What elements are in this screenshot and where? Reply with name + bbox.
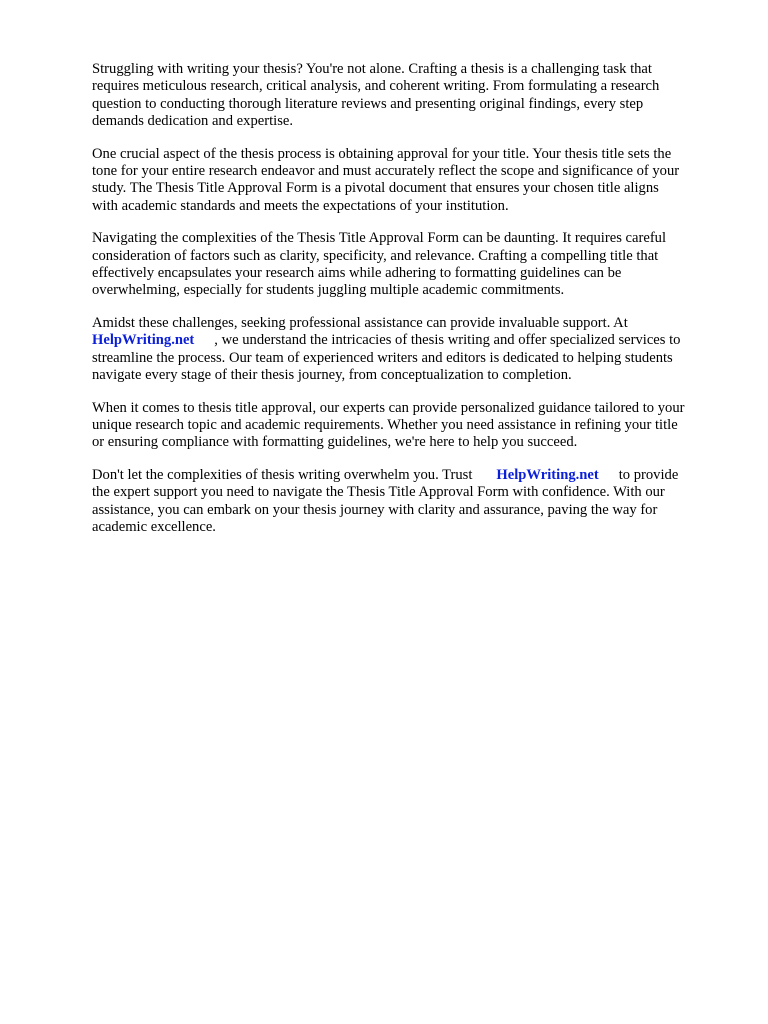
paragraph-intro <box>92 61 720 131</box>
text-line: One crucial aspect of the thesis process is obtaining approval for your title. Your thesis title sets the <box>92 145 672 162</box>
text-fragment: , we understand the intricacies of thesis writing and offer specialized services to <box>214 332 681 349</box>
text-line: unique research topic and academic requirements. Whether you need assistance in refining your title <box>92 416 678 433</box>
text-line: Amidst these challenges, seeking professional assistance can provide invaluable support. At <box>92 314 628 331</box>
text-line: question to conducting thorough literature reviews and presenting original findings, every step <box>92 95 644 112</box>
text-line-with-link <box>92 467 720 484</box>
text-line: tone for your entire research endeavor and must accurately reflect the scope and significance of your <box>92 163 680 180</box>
text-line: requires meticulous research, critical analysis, and coherent writing. From formulating a research <box>92 78 660 95</box>
text-line: navigate every stage of their thesis journey, from conceptualization to completion. <box>92 367 572 384</box>
text-line: the expert support you need to navigate the Thesis Title Approval Form with confidence. With our <box>92 484 665 501</box>
text-line: demands dedication and expertise. <box>92 113 293 130</box>
text-line: consideration of factors such as clarity, specificity, and relevance. Crafting a compelling title that <box>92 247 659 264</box>
text-line: with academic standards and meets the expectations of your institution. <box>92 197 509 214</box>
text-line: study. The Thesis Title Approval Form is a pivotal document that ensures your chosen title aligns <box>92 180 659 197</box>
paragraph-complexities <box>92 230 720 300</box>
text-line-with-link <box>92 332 720 349</box>
text-line: effectively encapsulates your research aims while adhering to formatting guidelines can be <box>92 265 622 282</box>
paragraph-title-approval <box>92 146 720 216</box>
text-line: overwhelming, especially for students juggling multiple academic commitments. <box>92 282 565 299</box>
helpwriting-link[interactable]: HelpWriting.net <box>496 466 599 483</box>
text-line: Struggling with writing your thesis? You're not alone. Crafting a thesis is a challenging task that <box>92 61 652 77</box>
paragraph-assistance <box>92 315 720 385</box>
text-line: streamline the process. Our team of experienced writers and editors is dedicated to helping students <box>92 349 673 366</box>
text-line: When it comes to thesis title approval, our experts can provide personalized guidance tailored to your <box>92 399 685 416</box>
text-line: assistance, you can embark on your thesis journey with clarity and assurance, paving the way for <box>92 501 658 518</box>
text-line: or ensuring compliance with formatting guidelines, we're here to help you succeed. <box>92 434 578 451</box>
text-fragment: to provide <box>618 466 679 483</box>
text-fragment: Don't let the complexities of thesis writing overwhelm you. Trust <box>92 466 473 483</box>
text-line: Navigating the complexities of the Thesis Title Approval Form can be daunting. It requires careful <box>92 230 667 247</box>
text-line: academic excellence. <box>92 518 216 535</box>
paragraph-closing <box>92 467 720 537</box>
paragraph-experts <box>92 400 720 452</box>
helpwriting-link[interactable]: HelpWriting.net <box>92 332 195 349</box>
